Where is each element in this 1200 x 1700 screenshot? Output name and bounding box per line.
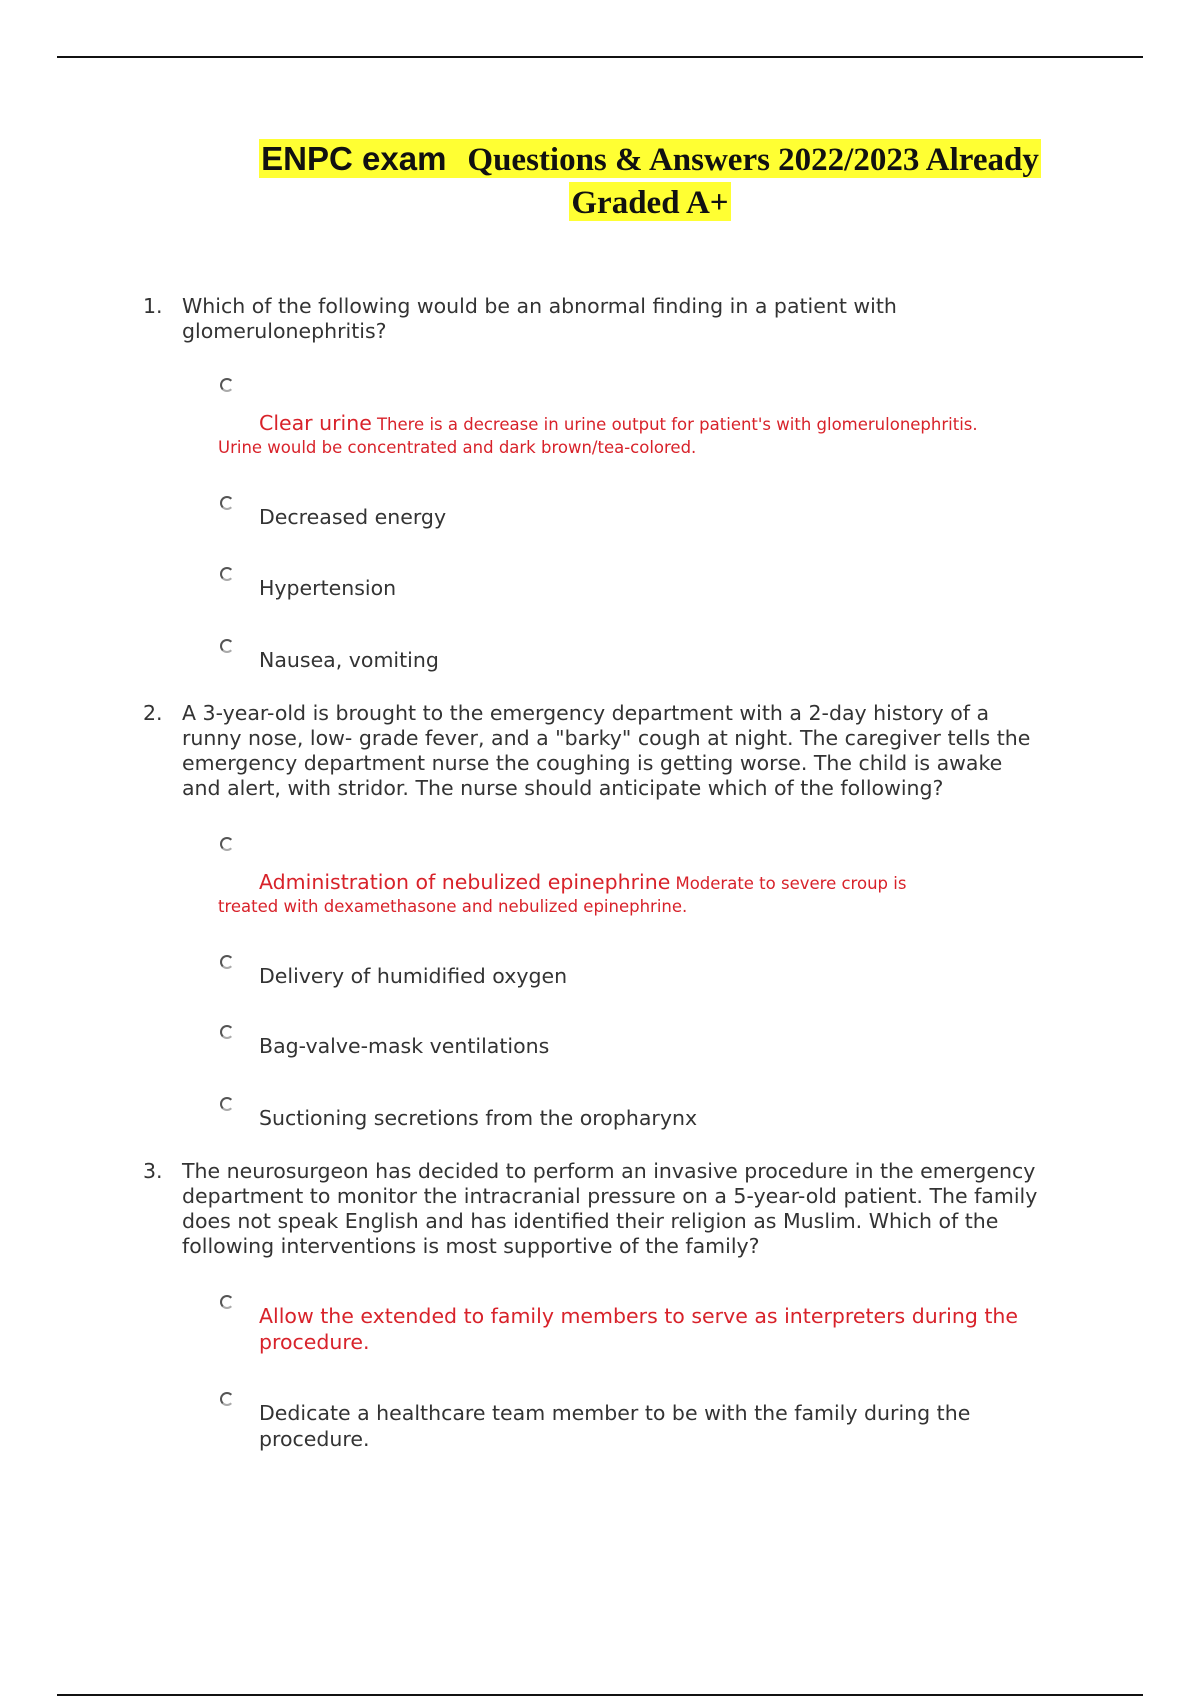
radio-icon[interactable] <box>220 1097 234 1111</box>
option-label-line: procedure. <box>259 1427 370 1451</box>
radio-icon[interactable] <box>220 639 234 653</box>
question-text: does not speak English and has identified their religion as Muslim. Which of the <box>182 1209 999 1233</box>
top-rule <box>57 56 1143 58</box>
radio-icon[interactable] <box>220 1392 234 1406</box>
answer-rationale: treated with dexamethasone and nebulized epinephrine. <box>218 897 688 916</box>
answer-label: Clear urine <box>259 411 372 435</box>
answer-rationale: Moderate to severe croup is <box>675 874 907 893</box>
question-text: A 3-year-old is brought to the emergency department with a 2-day history of a <box>182 701 990 725</box>
question-number: 2. <box>143 701 163 725</box>
answer-rationale: There is a decrease in urine output for patient's with glomerulonephritis. <box>376 415 978 434</box>
question-text: following interventions is most supportive of the family? <box>182 1234 760 1258</box>
option-label: Hypertension <box>259 576 397 600</box>
option-label-line: Dedicate a healthcare team member to be with the family during the <box>259 1401 971 1425</box>
question-text: and alert, with stridor. The nurse should anticipate which of the following? <box>182 776 944 800</box>
question-3 <box>143 1159 1083 1259</box>
option-label: Suctioning secretions from the oropharynx <box>259 1106 698 1130</box>
answer-rationale: Urine would be concentrated and dark brown/tea-colored. <box>218 438 697 457</box>
radio-icon[interactable] <box>220 378 234 392</box>
bottom-rule <box>57 1694 1143 1696</box>
question-text: department to monitor the intracranial pressure on a 5-year-old patient. The family <box>182 1184 1038 1208</box>
title-part2: Questions & Answers 2022/2023 Already <box>467 142 1039 178</box>
radio-icon[interactable] <box>220 496 234 510</box>
question-text: emergency department nurse the coughing is getting worse. The child is awake <box>182 751 1003 775</box>
option-label: Decreased energy <box>259 505 447 529</box>
title-part1: ENPC exam <box>261 140 447 177</box>
radio-icon[interactable] <box>220 955 234 969</box>
answer-option[interactable] <box>218 378 1088 398</box>
option-label-line: Allow the extended to family members to serve as interpreters during the <box>259 1304 1019 1328</box>
answer-label: Administration of nebulized epinephrine <box>259 870 671 894</box>
option-label: Delivery of humidified oxygen <box>259 964 568 988</box>
question-text: runny nose, low- grade fever, and a "barky" cough at night. The caregiver tells the <box>182 726 1031 750</box>
option-label: Bag-valve-mask ventilations <box>259 1034 550 1058</box>
question-number: 3. <box>143 1159 163 1183</box>
radio-icon[interactable] <box>220 1295 234 1309</box>
question-text: Which of the following would be an abnormal finding in a patient with <box>182 294 897 318</box>
radio-icon[interactable] <box>220 837 234 851</box>
option-label-correct <box>259 1303 1018 1355</box>
question-1 <box>143 294 1083 344</box>
question-number: 1. <box>143 294 163 318</box>
option-label-line: procedure. <box>259 1330 370 1354</box>
question-2 <box>143 701 1083 801</box>
question-text: glomerulonephritis? <box>182 319 387 343</box>
question-text: The neurosurgeon has decided to perform an invasive procedure in the emergency <box>182 1159 1036 1183</box>
document-title <box>200 138 1100 224</box>
option-label: Nausea, vomiting <box>259 648 439 672</box>
option-label <box>259 1400 970 1452</box>
title-part3: Graded A+ <box>571 185 729 221</box>
radio-icon[interactable] <box>220 567 234 581</box>
answer-option[interactable] <box>218 837 1088 857</box>
radio-icon[interactable] <box>220 1025 234 1039</box>
